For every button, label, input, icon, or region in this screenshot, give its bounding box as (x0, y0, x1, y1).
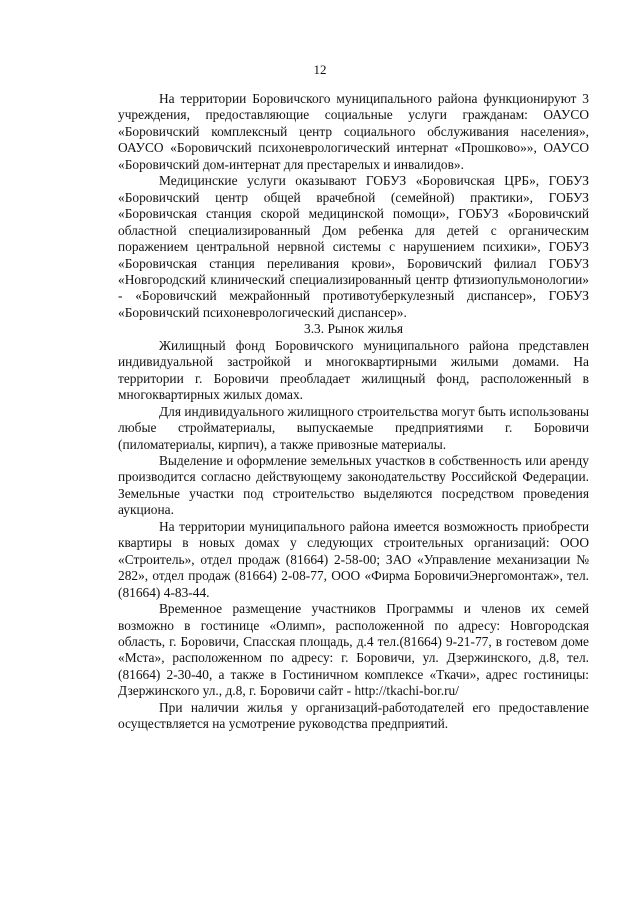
paragraph-housing-stock: Жилищный фонд Боровичского муниципального района представлен индивидуальной застройкой и многоквартирными жилыми домами. На территории г. Боровичи преобладает жилищный фонд, расположенный в многоквартирных жилых домах. (118, 337, 589, 403)
section-heading-housing-market: 3.3. Рынок жилья (304, 321, 403, 337)
paragraph-temporary-accommodation: Временное размещение участников Программы и членов их семей возможно в гостинице «Олимп», расположенной по адресу: Новгородская область, г. Боровичи, Спасская площадь, д.4 тел.(81664) 9-21-77, в гостевом доме «Мста», расположенном по адресу: г. Боровичи, ул. Дзержинского, д.8, тел. (81664) 2-30-40, а также в Гостиничном комплексе «Ткачи», адрес гостиницы: Дзержинского ул., д.8, г. Боровичи сайт - http://tkachi-bor.ru/ (118, 601, 589, 699)
paragraph-employer-housing: При наличии жилья у организаций-работодателей его предоставление осуществляется на усмотрение руководства предприятий. (118, 699, 589, 732)
page-content (118, 91, 589, 733)
paragraph-individual-construction: Для индивидуального жилищного строительства могут быть использованы любые стройматериалы, выпускаемые предприятиями г. Боровичи (пиломатериалы, кирпич), а также привозные материалы. (118, 403, 589, 452)
paragraph-social-institutions: На территории Боровичского муниципального района функционируют 3 учреждения, предоставляющие социальные услуги гражданам: ОАУСО «Боровичский комплексный центр социального обслуживания населения», ОАУСО «Боровичский психоневрологический интернат «Прошково»», ОАУСО «Боровичский дом-интернат для престарелых и инвалидов». (118, 91, 589, 172)
paragraph-new-apartments: На территории муниципального района имеется возможность приобрести квартиры в новых домах у следующих строительных организаций: ООО «Строитель», отдел продаж (81664) 2-58-00; ЗАО «Управление механизации № 282», отдел продаж (81664) 2-08-77, ООО «Фирма БоровичиЭнергомонтаж», тел. (81664) 4-83-44. (118, 518, 589, 600)
paragraph-land-allocation: Выделение и оформление земельных участков в собственность или аренду производится согласно действующему законодательству Российской Федерации. Земельные участки под строительство выделяются посредством проведения аукциона. (118, 452, 589, 518)
page-number: 12 (313, 62, 327, 77)
paragraph-medical-services: Медицинские услуги оказывают ГОБУЗ «Боровичская ЦРБ», ГОБУЗ «Боровичский центр общей врачебной (семейной) практики», ГОБУЗ «Боровичская станция скорой медицинской помощи», ГОБУЗ «Боровичский областной специализированный Дом ребенка для детей с органическим поражением центральной нервной системы с нарушением психики», ГОБУЗ «Боровичская станция переливания крови», Боровичский филиал ГОБУЗ «Новгородский клинический специализированный центр фтизиопульмонологии» - «Боровичский межрайонный противотуберкулезный диспансер», ГОБУЗ «Боровичский психоневрологический диспансер». (118, 173, 589, 320)
